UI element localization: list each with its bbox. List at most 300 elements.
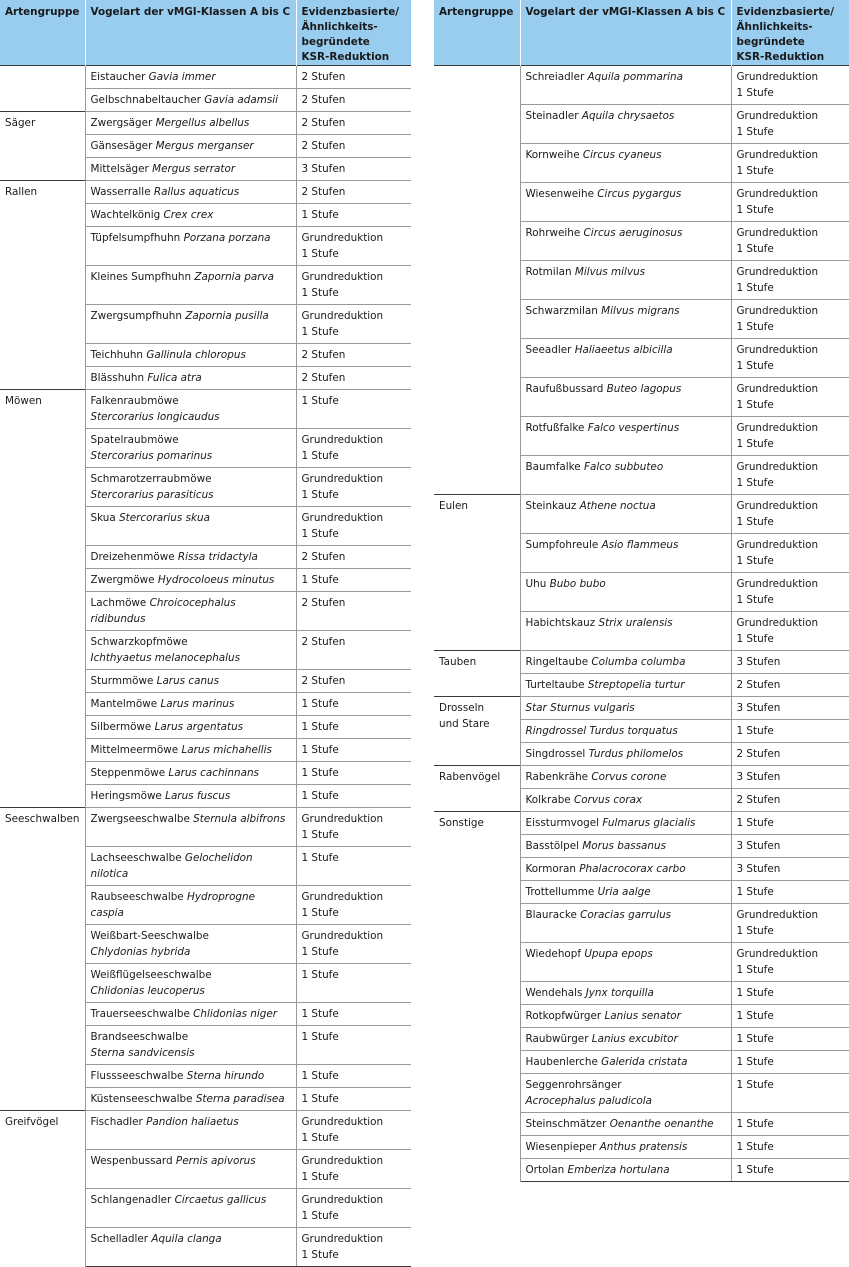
reduction-cell: 1 Stufe <box>731 1136 849 1159</box>
scientific-name: Asio flammeus <box>601 539 679 551</box>
reduction-cell: Grundreduktion 1 Stufe <box>296 429 411 468</box>
species-cell <box>85 89 296 112</box>
species-cell <box>520 943 731 982</box>
common-name: Weißflügelseeschwalbe <box>90 969 212 981</box>
reduction-cell: Grundreduktion 1 Stufe <box>731 378 849 417</box>
common-name: Turteltaube <box>525 679 585 691</box>
scientific-name: Stercorarius skua <box>119 512 210 524</box>
scientific-name: Falco subbuteo <box>583 461 664 473</box>
scientific-name: Fulica atra <box>147 372 202 384</box>
species-cell <box>520 789 731 812</box>
reduction-cell: Grundreduktion 1 Stufe <box>296 468 411 507</box>
scientific-name: Stercorarius parasiticus <box>90 489 214 501</box>
scientific-name: Larus canus <box>156 675 220 687</box>
common-name: Uhu <box>525 578 547 590</box>
scientific-name: Crex crex <box>163 209 214 221</box>
common-name: Tüpfelsumpfhuhn <box>90 232 181 244</box>
reduction-cell: Grundreduktion 1 Stufe <box>296 1111 411 1150</box>
common-name: Teichhuhn <box>90 349 143 361</box>
header-group: Artengruppe <box>434 0 520 66</box>
scientific-name: Stercorarius pomarinus <box>90 450 213 462</box>
group-cell: Seeschwalben <box>0 808 85 1111</box>
common-name: Kleines Sumpfhuhn <box>90 271 192 283</box>
reduction-cell: 2 Stufen <box>296 592 411 631</box>
group-cell: Rallen <box>0 181 85 390</box>
scientific-name: Haliaeetus albicilla <box>574 344 673 356</box>
group-cell: Möwen <box>0 390 85 808</box>
species-cell <box>85 1150 296 1189</box>
species-cell <box>520 261 731 300</box>
scientific-name: Sterna paradisea <box>195 1093 285 1105</box>
reduction-cell: 1 Stufe <box>731 1074 849 1113</box>
reduction-cell: Grundreduktion 1 Stufe <box>731 943 849 982</box>
species-cell <box>85 785 296 808</box>
scientific-name: Lanius senator <box>604 1010 681 1022</box>
reduction-cell: 1 Stufe <box>296 785 411 808</box>
species-cell <box>85 886 296 925</box>
species-cell <box>520 612 731 651</box>
species-cell <box>520 105 731 144</box>
reduction-cell: Grundreduktion 1 Stufe <box>731 534 849 573</box>
common-name: Steinschmätzer <box>525 1118 607 1130</box>
common-name: Dreizehenmöwe <box>90 551 175 563</box>
table-body-right <box>434 66 849 1182</box>
scientific-name: Acrocephalus paludicola <box>525 1095 653 1107</box>
scientific-name: Turdus philomelos <box>588 748 684 760</box>
header-reduction: Evidenzbasierte/ Ähnlichkeits- begründete KSR-Reduktion <box>731 0 849 66</box>
scientific-name: Rissa tridactyla <box>177 551 258 563</box>
reduction-cell: 1 Stufe <box>296 716 411 739</box>
scientific-name: Gavia immer <box>148 71 216 83</box>
reduction-cell: 1 Stufe <box>296 390 411 429</box>
scientific-name: Porzana porzana <box>183 232 271 244</box>
group-cell: Sonstige <box>434 812 520 1182</box>
header-species: Vogelart der vMGI-Klassen A bis C <box>520 0 731 66</box>
species-cell <box>520 573 731 612</box>
group-cell: Eulen <box>434 495 520 651</box>
common-name: Basstölpel <box>525 840 580 852</box>
reduction-cell: Grundreduktion 1 Stufe <box>731 261 849 300</box>
species-cell <box>520 66 731 105</box>
scientific-name: Rallus aquaticus <box>153 186 240 198</box>
species-cell <box>520 858 731 881</box>
species-cell <box>520 1028 731 1051</box>
reduction-cell: 1 Stufe <box>731 881 849 904</box>
species-cell <box>520 1005 731 1028</box>
species-cell <box>85 808 296 847</box>
reduction-cell: 1 Stufe <box>731 1113 849 1136</box>
species-cell <box>85 1088 296 1111</box>
table-body-left <box>0 66 411 1267</box>
scientific-name: Sterna hirundo <box>186 1070 265 1082</box>
common-name: Blauracke <box>525 909 577 921</box>
scientific-name: Strix uralensis <box>598 617 673 629</box>
scientific-name: Athene noctua <box>579 500 656 512</box>
common-name: Wiedehopf <box>525 948 582 960</box>
species-cell <box>85 847 296 886</box>
reduction-cell: Grundreduktion 1 Stufe <box>731 300 849 339</box>
species-cell <box>520 674 731 697</box>
scientific-name: Fulmarus glacialis <box>602 817 696 829</box>
species-cell <box>85 507 296 546</box>
species-cell <box>520 812 731 835</box>
species-cell <box>85 925 296 964</box>
species-cell <box>85 739 296 762</box>
common-name: Eissturmvogel <box>525 817 600 829</box>
reduction-cell: 3 Stufen <box>731 766 849 789</box>
common-name: Singdrossel <box>525 748 586 760</box>
scientific-name: Lanius excubitor <box>591 1033 678 1045</box>
common-name: Rabenkrähe <box>525 771 589 783</box>
scientific-name: Gavia adamsii <box>204 94 279 106</box>
common-name: Mantelmöwe <box>90 698 158 710</box>
common-name: Trauerseeschwalbe <box>90 1008 190 1020</box>
reduction-cell: Grundreduktion 1 Stufe <box>731 456 849 495</box>
scientific-name: Aquila pommarina <box>587 71 683 83</box>
species-cell <box>520 904 731 943</box>
species-cell <box>85 1189 296 1228</box>
reduction-cell: 1 Stufe <box>296 847 411 886</box>
common-name: Steppenmöwe <box>90 767 166 779</box>
species-cell <box>85 158 296 181</box>
reduction-cell: Grundreduktion 1 Stufe <box>296 266 411 305</box>
species-cell <box>520 378 731 417</box>
table-row <box>0 390 411 429</box>
reduction-cell: Grundreduktion 1 Stufe <box>731 573 849 612</box>
species-cell <box>85 670 296 693</box>
species-cell <box>520 835 731 858</box>
common-name: Brandseeschwalbe <box>90 1031 189 1043</box>
table-row <box>0 181 411 204</box>
reduction-cell: Grundreduktion 1 Stufe <box>731 417 849 456</box>
common-name: Schmarotzerraubmöwe <box>90 473 212 485</box>
common-name: Rohrweihe <box>525 227 581 239</box>
species-cell <box>85 716 296 739</box>
species-cell <box>85 1111 296 1150</box>
species-cell <box>520 1074 731 1113</box>
reduction-cell: 1 Stufe <box>731 720 849 743</box>
common-name: Kornweihe <box>525 149 580 161</box>
reduction-cell: 2 Stufen <box>296 670 411 693</box>
reduction-cell: 1 Stufe <box>296 1088 411 1111</box>
group-cell: Rabenvögel <box>434 766 520 812</box>
scientific-name: Sternula albifrons <box>193 813 286 825</box>
species-cell <box>85 135 296 158</box>
scientific-name: Ichthyaetus melanocephalus <box>90 652 241 664</box>
species-cell <box>520 697 731 720</box>
species-cell <box>85 592 296 631</box>
scientific-name: Morus bassanus <box>582 840 666 852</box>
common-name: Steinadler <box>525 110 579 122</box>
species-cell <box>85 204 296 227</box>
species-cell <box>85 227 296 266</box>
common-name: Zwergseeschwalbe <box>90 813 190 825</box>
reduction-cell: Grundreduktion 1 Stufe <box>296 305 411 344</box>
common-name: Wiesenweihe <box>525 188 594 200</box>
scientific-name: Aquila chrysaetos <box>581 110 675 122</box>
common-name: Raubseeschwalbe <box>90 891 184 903</box>
reduction-cell: Grundreduktion 1 Stufe <box>296 1228 411 1267</box>
species-table-right <box>434 0 849 1182</box>
scientific-name: Circus cyaneus <box>582 149 662 161</box>
scientific-name: Buteo lagopus <box>606 383 682 395</box>
scientific-name: Anthus pratensis <box>599 1141 688 1153</box>
common-name: Habichtskauz <box>525 617 596 629</box>
species-cell <box>520 534 731 573</box>
species-cell <box>85 468 296 507</box>
scientific-name: Bubo bubo <box>549 578 606 590</box>
scientific-name: Milvus milvus <box>574 266 646 278</box>
reduction-cell: Grundreduktion 1 Stufe <box>731 495 849 534</box>
common-name: Raufußbussard <box>525 383 604 395</box>
species-table-left <box>0 0 411 1267</box>
reduction-cell: Grundreduktion 1 Stufe <box>731 904 849 943</box>
common-name: Baumfalke <box>525 461 581 473</box>
header-row <box>434 0 849 66</box>
reduction-cell: Grundreduktion 1 Stufe <box>296 886 411 925</box>
reduction-cell: 1 Stufe <box>296 739 411 762</box>
species-cell <box>520 456 731 495</box>
table-row <box>434 812 849 835</box>
reduction-cell: 1 Stufe <box>296 964 411 1003</box>
reduction-cell: 2 Stufen <box>296 112 411 135</box>
reduction-cell: 1 Stufe <box>731 1159 849 1182</box>
scientific-name: Chlidonias leucoperus <box>90 985 205 997</box>
table-row <box>434 495 849 534</box>
group-cell: Drosseln und Stare <box>434 697 520 766</box>
common-name: Schreiadler <box>525 71 585 83</box>
common-name: Sturmmöwe <box>90 675 154 687</box>
common-name: Ringeltaube <box>525 656 589 668</box>
scientific-name: Chlydonias hybrida <box>90 946 191 958</box>
table-row <box>0 1111 411 1150</box>
species-cell <box>85 1003 296 1026</box>
common-name: Zwergsumpfhuhn <box>90 310 182 322</box>
reduction-cell: 2 Stufen <box>296 631 411 670</box>
species-cell <box>85 693 296 716</box>
reduction-cell: 1 Stufe <box>731 1028 849 1051</box>
scientific-name: Stercorarius longicaudus <box>90 411 220 423</box>
scientific-name: Chlidonias niger <box>193 1008 278 1020</box>
common-name: Wachtelkönig <box>90 209 161 221</box>
species-cell <box>520 222 731 261</box>
reduction-cell: 2 Stufen <box>296 546 411 569</box>
reduction-cell: Grundreduktion 1 Stufe <box>731 222 849 261</box>
scientific-name: Pernis apivorus <box>175 1155 256 1167</box>
species-cell <box>85 66 296 89</box>
species-cell <box>85 1228 296 1267</box>
species-cell <box>520 720 731 743</box>
scientific-name: Corvus corone <box>591 771 667 783</box>
reduction-cell: 3 Stufen <box>731 835 849 858</box>
reduction-cell: Grundreduktion 1 Stufe <box>731 183 849 222</box>
reduction-cell: 2 Stufen <box>296 181 411 204</box>
scientific-name: Sterna sandvicensis <box>90 1047 195 1059</box>
reduction-cell: Grundreduktion 1 Stufe <box>731 66 849 105</box>
species-cell <box>520 144 731 183</box>
reduction-cell: Grundreduktion 1 Stufe <box>731 612 849 651</box>
reduction-cell: 1 Stufe <box>731 1051 849 1074</box>
reduction-cell: 1 Stufe <box>296 762 411 785</box>
common-name: Weißbart-Seeschwalbe <box>90 930 209 942</box>
reduction-cell: Grundreduktion 1 Stufe <box>296 227 411 266</box>
reduction-cell: 2 Stufen <box>731 743 849 766</box>
reduction-cell: 1 Stufe <box>296 1065 411 1088</box>
common-name: Silbermöwe <box>90 721 152 733</box>
scientific-name: Larus marinus <box>160 698 235 710</box>
reduction-cell: 1 Stufe <box>296 204 411 227</box>
scientific-name: Zapornia pusilla <box>185 310 269 322</box>
species-cell <box>85 1065 296 1088</box>
scientific-name: Larus fuscus <box>165 790 231 802</box>
scientific-name: Hydrocoloeus minutus <box>157 574 275 586</box>
table-row <box>434 697 849 720</box>
scientific-name: Circaetus gallicus <box>174 1194 267 1206</box>
common-name: Haubenlerche <box>525 1056 598 1068</box>
scientific-name: Star Sturnus vulgaris <box>525 702 635 714</box>
scientific-name: Falco vespertinus <box>587 422 680 434</box>
header-reduction: Evidenzbasierte/ Ähnlichkeits- begründete KSR-Reduktion <box>296 0 411 66</box>
common-name: Trottellumme <box>525 886 595 898</box>
species-cell <box>85 1026 296 1065</box>
table-row <box>434 66 849 105</box>
reduction-cell: 2 Stufen <box>296 367 411 390</box>
scientific-name: Hydroprogne caspia <box>90 891 256 919</box>
common-name: Wiesenpieper <box>525 1141 597 1153</box>
reduction-cell: 1 Stufe <box>296 693 411 716</box>
scientific-name: Columba columba <box>591 656 686 668</box>
scientific-name: Gelochelidon nilotica <box>90 852 253 880</box>
common-name: Kolkrabe <box>525 794 571 806</box>
scientific-name: Oenanthe oenanthe <box>609 1118 714 1130</box>
scientific-name: Chroicocephalus ridibundus <box>90 597 236 625</box>
common-name: Skua <box>90 512 116 524</box>
species-cell <box>85 762 296 785</box>
group-cell <box>434 66 520 495</box>
common-name: Zwergsäger <box>90 117 153 129</box>
common-name: Schwarzkopfmöwe <box>90 636 188 648</box>
common-name: Falkenraubmöwe <box>90 395 179 407</box>
common-name: Fischadler <box>90 1116 143 1128</box>
reduction-cell: 2 Stufen <box>296 135 411 158</box>
scientific-name: Pandion haliaetus <box>146 1116 239 1128</box>
species-cell <box>520 982 731 1005</box>
scientific-name: Mergus serrator <box>152 163 236 175</box>
scientific-name: Circus pygargus <box>597 188 682 200</box>
common-name: Schlangenadler <box>90 1194 172 1206</box>
species-cell <box>85 390 296 429</box>
reduction-cell: 1 Stufe <box>731 982 849 1005</box>
common-name: Raubwürger <box>525 1033 589 1045</box>
reduction-cell: 2 Stufen <box>296 66 411 89</box>
common-name: Schelladler <box>90 1233 149 1245</box>
species-cell <box>520 1113 731 1136</box>
scientific-name: Mergus merganser <box>155 140 254 152</box>
species-cell <box>520 1051 731 1074</box>
common-name: Gelbschnabeltaucher <box>90 94 201 106</box>
species-cell <box>85 367 296 390</box>
table-row <box>0 66 411 89</box>
species-cell <box>520 183 731 222</box>
scientific-name: Larus argentatus <box>154 721 244 733</box>
reduction-cell: Grundreduktion 1 Stufe <box>731 339 849 378</box>
group-cell <box>0 66 85 112</box>
reduction-cell: Grundreduktion 1 Stufe <box>296 1189 411 1228</box>
species-cell <box>85 964 296 1003</box>
table-row <box>0 112 411 135</box>
reduction-cell: Grundreduktion 1 Stufe <box>731 144 849 183</box>
scientific-name: Larus michahellis <box>181 744 272 756</box>
species-cell <box>520 1159 731 1182</box>
table-row <box>0 808 411 847</box>
common-name: Wespenbussard <box>90 1155 173 1167</box>
species-cell <box>85 305 296 344</box>
common-name: Eistaucher <box>90 71 146 83</box>
common-name: Lachseeschwalbe <box>90 852 182 864</box>
species-cell <box>520 766 731 789</box>
common-name: Ortolan <box>525 1164 565 1176</box>
scientific-name: Mergellus albellus <box>155 117 250 129</box>
reduction-cell: Grundreduktion 1 Stufe <box>296 1150 411 1189</box>
species-cell <box>520 300 731 339</box>
species-cell <box>520 495 731 534</box>
reduction-cell: 2 Stufen <box>731 674 849 697</box>
scientific-name: Streptopelia turtur <box>587 679 685 691</box>
group-cell: Tauben <box>434 651 520 697</box>
reduction-cell: 2 Stufen <box>731 789 849 812</box>
header-row <box>0 0 411 66</box>
scientific-name: Circus aeruginosus <box>583 227 683 239</box>
table-row <box>434 651 849 674</box>
reduction-cell: 1 Stufe <box>296 1026 411 1065</box>
scientific-name: Milvus migrans <box>601 305 680 317</box>
scientific-name: Coracias garrulus <box>580 909 672 921</box>
reduction-cell: 1 Stufe <box>731 1005 849 1028</box>
common-name: Zwergmöwe <box>90 574 155 586</box>
header-group: Artengruppe <box>0 0 85 66</box>
reduction-cell: 2 Stufen <box>296 344 411 367</box>
species-cell <box>520 339 731 378</box>
species-cell <box>85 181 296 204</box>
species-cell <box>85 266 296 305</box>
reduction-cell: Grundreduktion 1 Stufe <box>296 808 411 847</box>
group-cell: Säger <box>0 112 85 181</box>
species-cell <box>85 569 296 592</box>
common-name: Heringsmöwe <box>90 790 162 802</box>
reduction-cell: 1 Stufe <box>296 1003 411 1026</box>
scientific-name: Corvus corax <box>574 794 643 806</box>
scientific-name: Galerida cristata <box>601 1056 688 1068</box>
reduction-cell: Grundreduktion 1 Stufe <box>731 105 849 144</box>
common-name: Wendehals <box>525 987 583 999</box>
common-name: Mittelsäger <box>90 163 149 175</box>
common-name: Rotfußfalke <box>525 422 585 434</box>
reduction-cell: 3 Stufen <box>731 858 849 881</box>
common-name: Kormoran <box>525 863 576 875</box>
common-name: Rotmilan <box>525 266 572 278</box>
species-cell <box>85 344 296 367</box>
common-name: Blässhuhn <box>90 372 145 384</box>
scientific-name: Aquila clanga <box>151 1233 222 1245</box>
common-name: Wasserralle <box>90 186 151 198</box>
header-species: Vogelart der vMGI-Klassen A bis C <box>85 0 296 66</box>
reduction-cell: 1 Stufe <box>296 569 411 592</box>
species-cell <box>520 743 731 766</box>
scientific-name: Ringdrossel Turdus torquatus <box>525 725 678 737</box>
reduction-cell: 1 Stufe <box>731 812 849 835</box>
species-cell <box>520 651 731 674</box>
common-name: Flussseeschwalbe <box>90 1070 184 1082</box>
